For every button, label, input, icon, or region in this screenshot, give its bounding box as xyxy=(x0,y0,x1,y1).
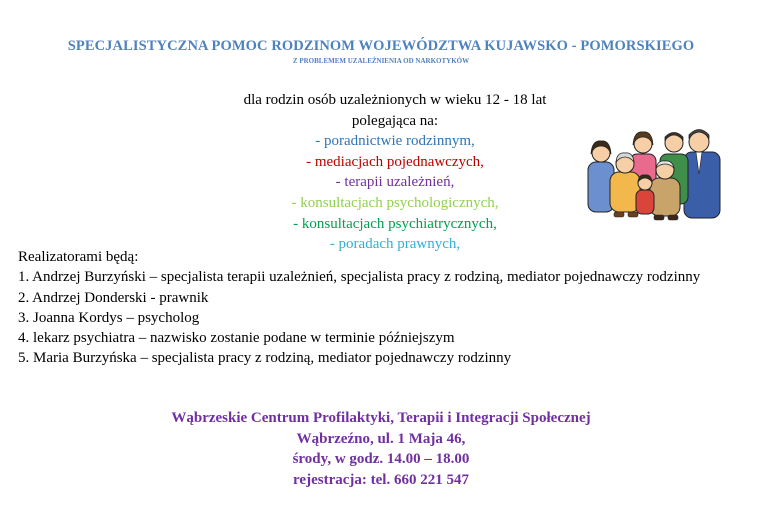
list-item: 1. Andrzej Burzyński – specjalista terapii uzależnień, specjalista pracy z rodziną, mediator pojednawczy rodzinny xyxy=(18,269,701,286)
realizers-heading: Realizatorami będą: xyxy=(18,249,139,265)
service-item: - poradnictwie rodzinnym, xyxy=(315,133,475,150)
service-item: - mediacjach pojednawczych, xyxy=(306,153,484,170)
registration-phone: rejestracja: tel. 660 221 547 xyxy=(293,471,469,488)
page-title: SPECJALISTYCZNA POMOC RODZINOM WOJEWÓDZTWA KUJAWSKO - POMORSKIEGO xyxy=(67,38,695,54)
list-item: 3. Joanna Kordys – psycholog xyxy=(18,309,200,326)
service-item: - konsultacjach psychologicznych, xyxy=(291,194,499,211)
service-item: - konsultacjach psychiatrycznych, xyxy=(293,215,497,232)
page-subtitle: Z PROBLEMEM UZALEŻNIENIA OD NARKOTYKÓW xyxy=(292,57,470,65)
list-item: 4. lekarz psychiatra – nazwisko zostanie podane w terminie późniejszym xyxy=(18,330,455,347)
service-item: - terapii uzależnień, xyxy=(335,174,455,191)
intro-line: polegająca na: xyxy=(351,112,439,129)
list-item: 5. Maria Burzyńska – specjalista pracy z rodziną, mediator pojednawczy rodzinny xyxy=(18,350,512,367)
intro-line: dla rodzin osób uzależnionych w wieku 12 - 18 lat xyxy=(243,92,547,108)
organization-name: Wąbrzeskie Centrum Profilaktyki, Terapii i Integracji Społecznej xyxy=(171,410,591,426)
contact-footer xyxy=(0,408,762,490)
realizers-list xyxy=(18,247,748,369)
family-member-figure xyxy=(636,175,654,214)
list-item: 2. Andrzej Donderski - prawnik xyxy=(18,289,209,306)
family-member-figure xyxy=(684,130,720,219)
organization-address: Wąbrzeźno, ul. 1 Maja 46, xyxy=(296,430,466,447)
office-hours: środy, w godz. 14.00 – 18.00 xyxy=(292,451,470,468)
service-item: - poradach prawnych, xyxy=(329,236,461,253)
family-illustration xyxy=(584,128,726,224)
